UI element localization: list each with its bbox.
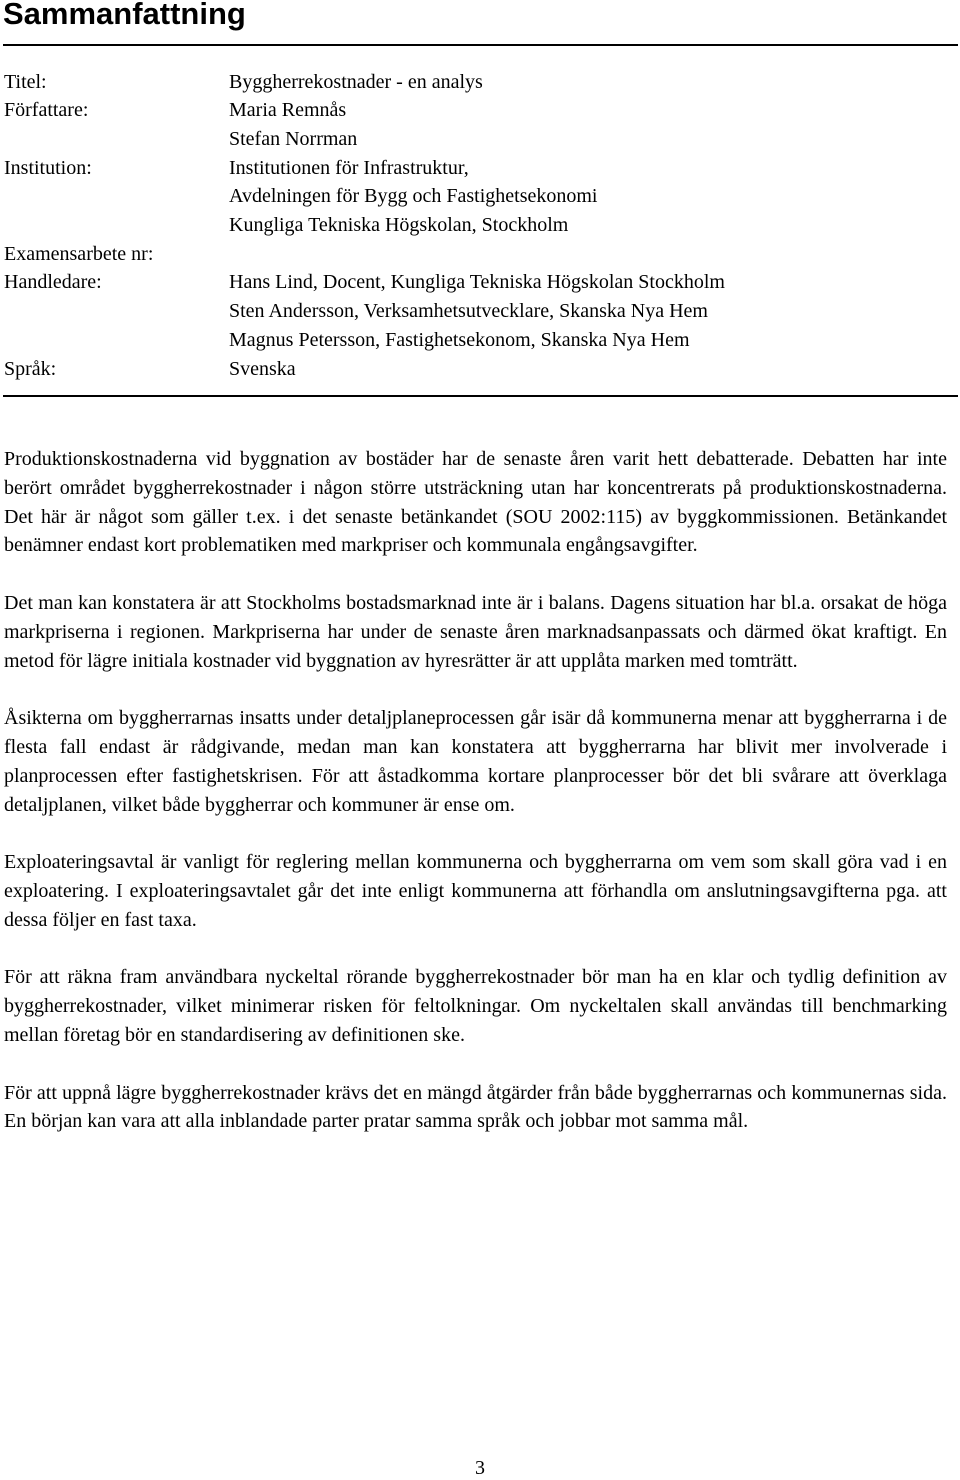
- metadata-rule: [3, 395, 958, 397]
- language-label: Språk:: [4, 358, 57, 380]
- title-value: Byggherrekostnader - en analys: [229, 71, 483, 93]
- supervisors-label: Handledare:: [4, 271, 102, 293]
- paragraph: Åsikterna om byggherrarnas insatts under detaljplaneprocessen går isär då kommunerna menar att byggherrarna i de flesta fall endast är rådgivande, medan man kan konstatera att byggherrarna har blivit mer involverade i planprocessen efter fastighetskrisen. För att åstadkomma kortare planprocesser bör det bli svårare att överklaga detaljplanen, vilket både byggherrar och kommuner är ense om.: [4, 707, 947, 816]
- page-title: Sammanfattning: [3, 0, 246, 31]
- author-name: Stefan Norrman: [229, 128, 358, 150]
- author-name: Maria Remnås: [229, 99, 347, 121]
- institution-label: Institution:: [4, 157, 92, 179]
- title-label: Titel:: [4, 71, 47, 93]
- header-rule: [3, 44, 958, 46]
- paragraph: För att räkna fram användbara nyckeltal rörande byggherrekostnader bör man ha en klar och tydlig definition av byggherrekostnader, vilket minimerar risken för feltolkningar. Om nyckeltalen skall användas till benchmarking mellan företag bör en standardisering av definitionen ske.: [4, 966, 947, 1046]
- thesis-number-label: Examensarbete nr:: [4, 243, 154, 265]
- institution-line: Avdelningen för Bygg och Fastighetsekonomi: [229, 185, 598, 207]
- language-value: Svenska: [229, 358, 296, 380]
- authors-label: Författare:: [4, 99, 89, 121]
- paragraph: Exploateringsavtal är vanligt för reglering mellan kommunerna och byggherrarna om vem som skall göra vad i en exploatering. I exploateringsavtalet går det inte enligt kommunerna att förhandla om anslutningsavgifterna pga. att dessa följer en fast taxa.: [4, 851, 947, 931]
- supervisor-line: Sten Andersson, Verksamhetsutvecklare, Skanska Nya Hem: [229, 300, 708, 322]
- paragraph: För att uppnå lägre byggherrekostnader krävs det en mängd åtgärder från både byggherrarnas och kommunernas sida. En början kan vara att alla inblandade parter pratar samma språk och jobbar mot samma mål.: [4, 1081, 947, 1133]
- paragraph: Produktionskostnaderna vid byggnation av bostäder har de senaste åren varit hett debatterade. Debatten har inte berört området byggherrekostnader i någon större utsträckning utan har koncentrerats på produktionskostnaderna. Det här är något som gäller t.ex. i det senaste betänkandet (SOU 2002:115) av byggkommissionen. Betänkandet benämner endast kort problematiken med markpriser och kommunala engångsavgifter.: [4, 448, 947, 557]
- supervisor-line: Hans Lind, Docent, Kungliga Tekniska Högskolan Stockholm: [229, 271, 725, 293]
- institution-line: Kungliga Tekniska Högskolan, Stockholm: [229, 214, 569, 236]
- page-number: 3: [475, 1457, 485, 1479]
- institution-line: Institutionen för Infrastruktur,: [229, 157, 469, 179]
- supervisor-line: Magnus Petersson, Fastighetsekonom, Skanska Nya Hem: [229, 329, 690, 351]
- summary-body: [4, 445, 947, 1165]
- paragraph: Det man kan konstatera är att Stockholms bostadsmarknad inte är i balans. Dagens situation har bl.a. orsakat de höga markpriserna i regionen. Markpriserna har under de senaste åren marknadsanpassats och därmed ökat kraftigt. En metod för lägre initiala kostnader vid byggnation av hyresrätter är att upplåta marken med tomträtt.: [4, 591, 947, 672]
